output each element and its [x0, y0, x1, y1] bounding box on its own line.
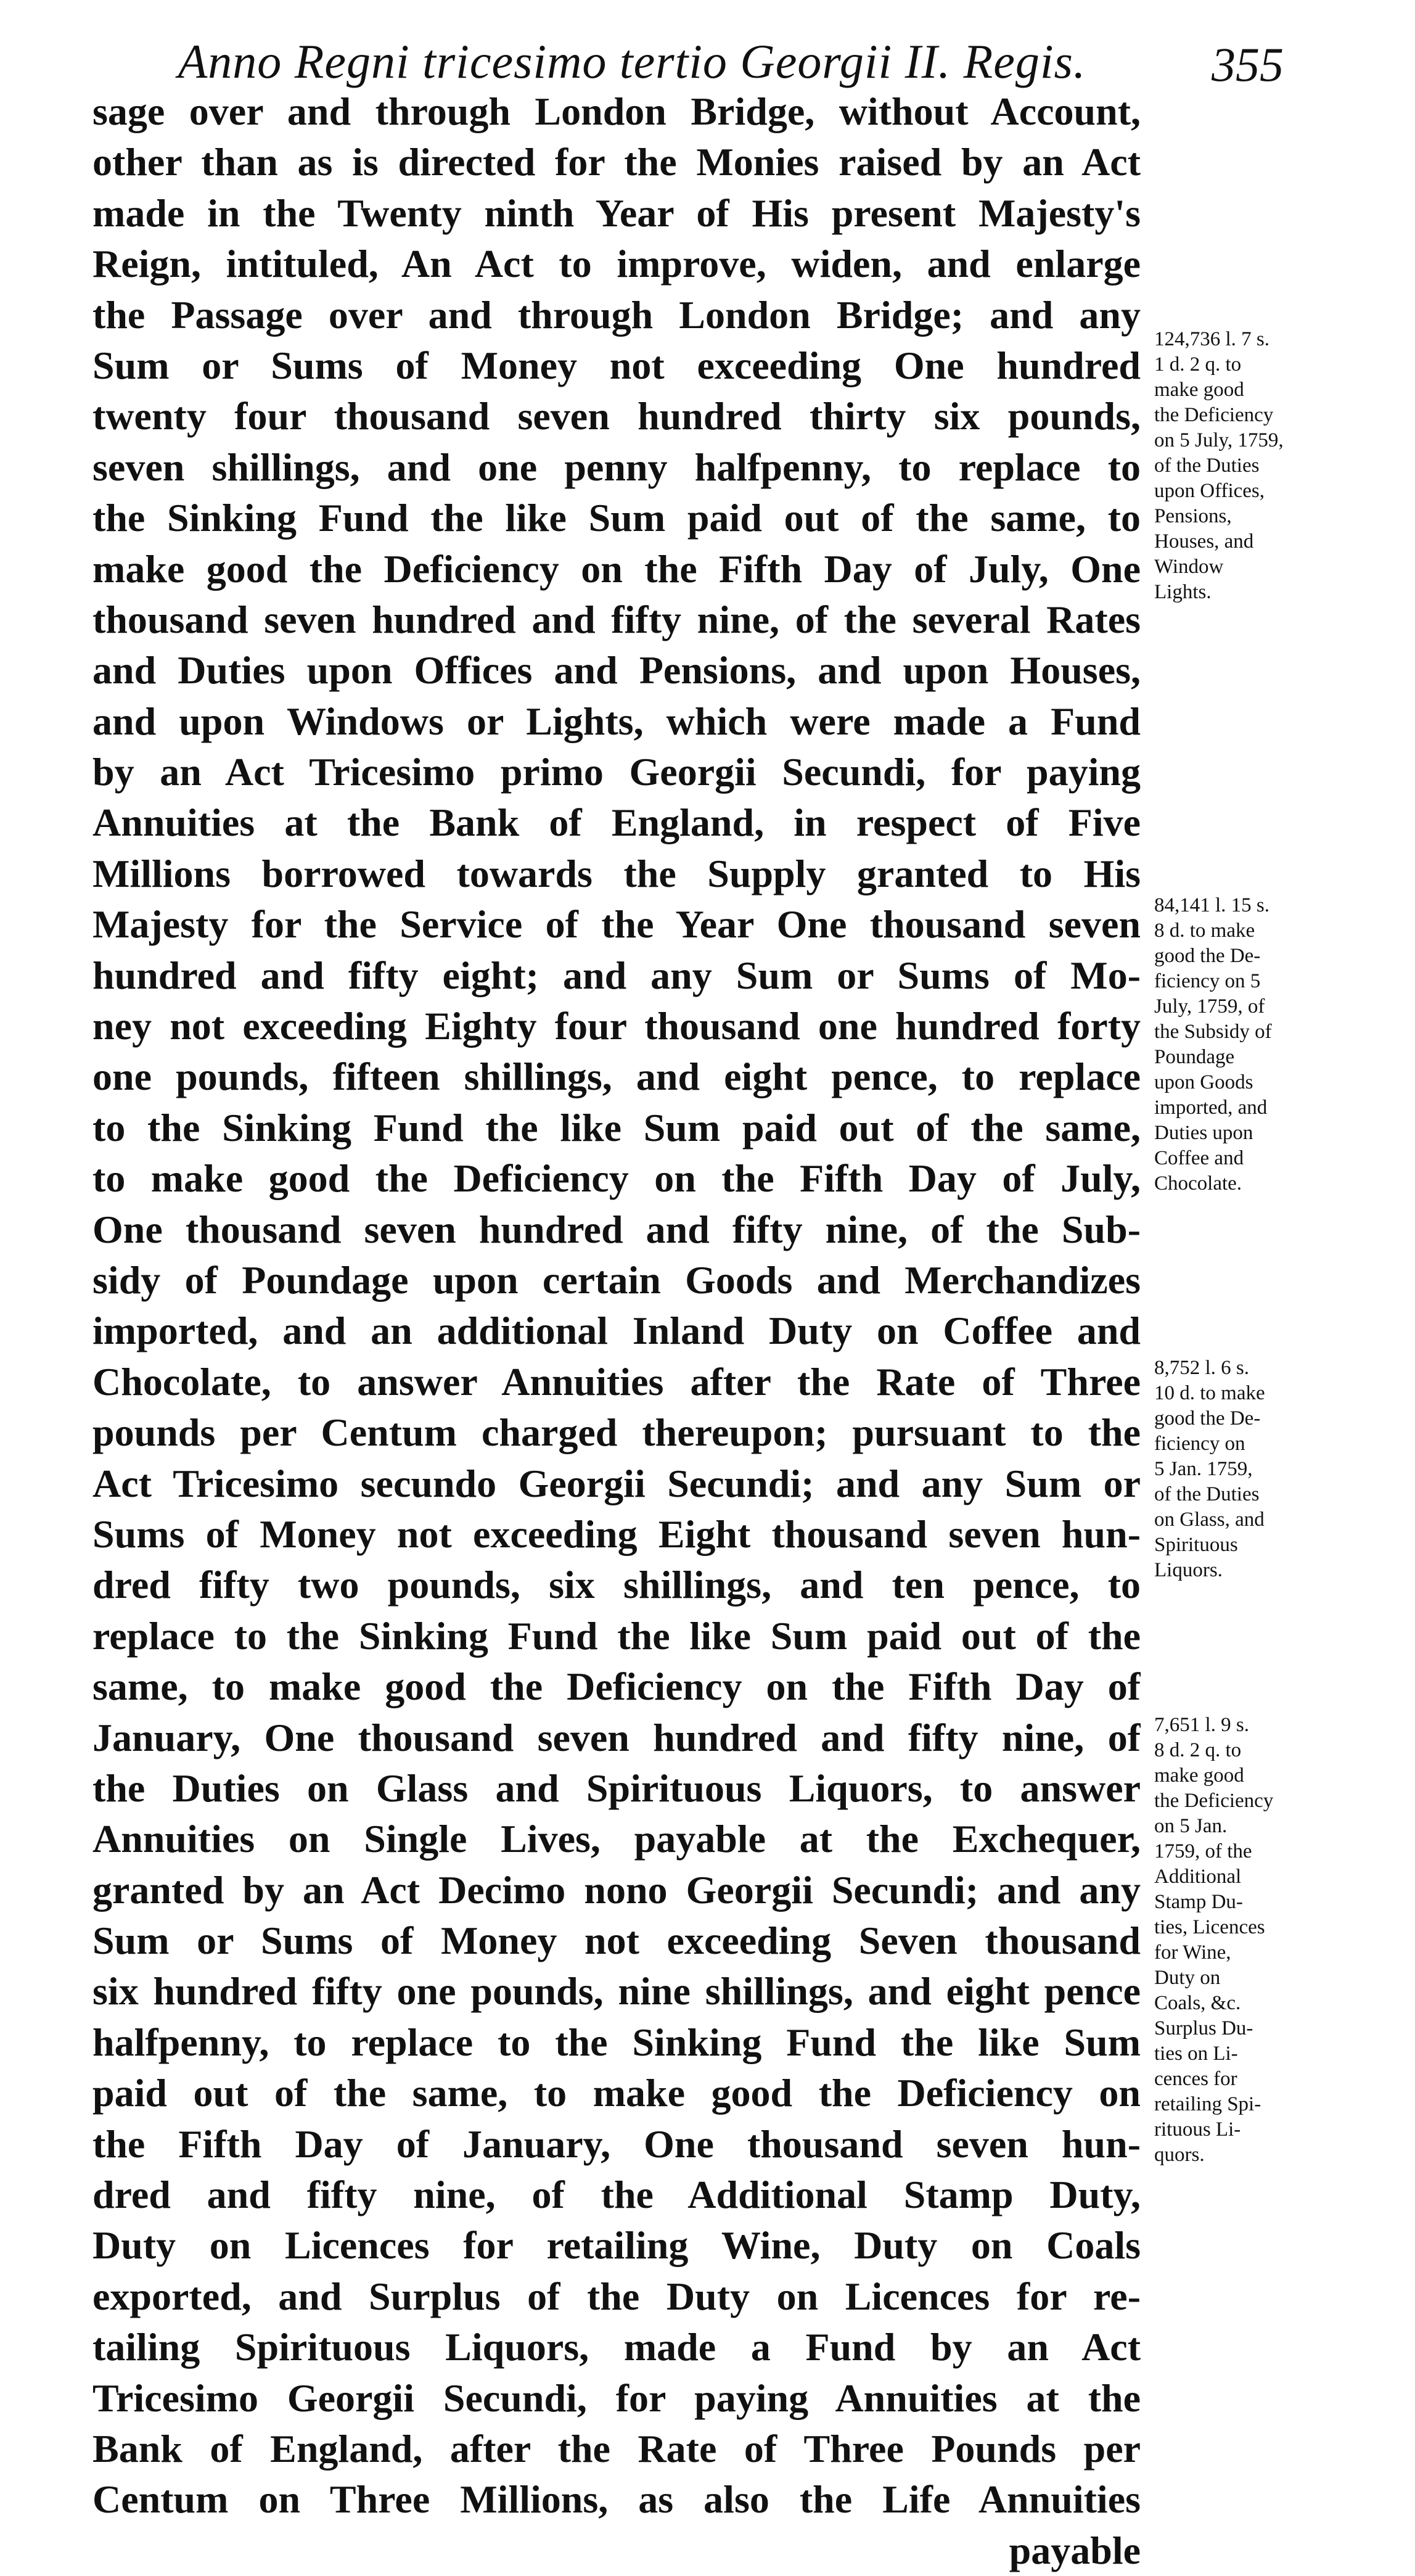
margin-note-line: of the Duties [1154, 455, 1260, 477]
body-line: imported, and an additional Inland Duty on Coffee and [92, 1309, 1141, 1353]
margin-note-line: Houses, and [1154, 530, 1254, 553]
body-line: make good the Deficiency on the Fifth Day of July, One [92, 546, 1141, 591]
margin-note-line: Spirituous [1154, 1534, 1238, 1556]
margin-note-line: for Wine, [1154, 1941, 1231, 1964]
body-line: payable [1009, 2528, 1141, 2572]
body-line: Act Tricesimo secundo Georgii Secundi; and any Sum or [92, 1461, 1141, 1505]
margin-note [1154, 893, 1339, 1196]
body-line: pounds per Centum charged thereupon; pursuant to the [92, 1410, 1141, 1455]
body-line: Majesty for the Service of the Year One thousand seven [92, 902, 1141, 947]
margin-note-line: Poundage [1154, 1046, 1235, 1068]
margin-note-line: the Deficiency [1154, 1790, 1274, 1812]
body-line: twenty four thousand seven hundred thirty six pounds, [92, 394, 1141, 438]
body-line: seven shillings, and one penny halfpenny, to replace to [92, 445, 1141, 489]
body-line: same, to make good the Deficiency on the Fifth Day of [92, 1665, 1141, 1709]
margin-note-line: Liquors. [1154, 1559, 1223, 1581]
margin-note-line: ties, Licences [1154, 1916, 1265, 1938]
body-line: dred and fifty nine, of the Additional Stamp Duty, [92, 2173, 1141, 2217]
margin-note-line: Coals, &c. [1154, 1992, 1241, 2014]
body-line: hundred and fifty eight; and any Sum or Sums of Mo- [92, 953, 1141, 997]
margin-note-line: on 5 Jan. [1154, 1815, 1228, 1837]
body-line: tailing Spirituous Liquors, made a Fund by an Act [92, 2325, 1141, 2369]
page-number: 355 [1212, 38, 1284, 91]
margin-note-line: cences for [1154, 2068, 1237, 2090]
margin-note-line: rituous Li- [1154, 2118, 1241, 2141]
body-line: dred fifty two pounds, six shillings, and ten pence, to [92, 1563, 1141, 1607]
margin-note-line: retailing Spi- [1154, 2093, 1261, 2115]
margin-note-line: on 5 July, 1759, [1154, 429, 1284, 451]
body-line: sidy of Poundage upon certain Goods and Merchandizes [92, 1257, 1141, 1302]
margin-note-line: 1 d. 2 q. to [1154, 353, 1242, 376]
body-line: replace to the Sinking Fund the like Sum paid out of the [92, 1613, 1141, 1658]
margin-note-line: quors. [1154, 2144, 1205, 2166]
margin-note-line: Coffee and [1154, 1147, 1244, 1169]
body-line: Sums of Money not exceeding Eight thousand seven hun- [92, 1512, 1141, 1556]
body-line: granted by an Act Decimo nono Georgii Secundi; and any [92, 1867, 1141, 1912]
margin-note-line: Lights. [1154, 581, 1212, 603]
body-line: exported, and Surplus of the Duty on Licences for re- [92, 2274, 1141, 2318]
margin-note-line: 8 d. to make [1154, 920, 1255, 942]
margin-note-line: ficiency on [1154, 1433, 1245, 1455]
body-line: Tricesimo Georgii Secundi, for paying Annuities at the [92, 2376, 1141, 2420]
margin-note [1154, 1713, 1339, 2168]
margin-note-line: make good [1154, 379, 1244, 401]
body-line: to make good the Deficiency on the Fifth Day of July, [92, 1156, 1141, 1201]
margin-note-line: 10 d. to make [1154, 1382, 1265, 1404]
body-line: Bank of England, after the Rate of Three Pounds per [92, 2426, 1141, 2471]
body-line: One thousand seven hundred and fifty nine, of the Sub- [92, 1207, 1141, 1251]
body-line: and Duties upon Offices and Pensions, and upon Houses, [92, 648, 1141, 693]
body-line: and upon Windows or Lights, which were made a Fund [92, 699, 1141, 743]
body-line: halfpenny, to replace to the Sinking Fund the like Sum [92, 2020, 1141, 2064]
margin-note-line: 8 d. 2 q. to [1154, 1739, 1242, 1761]
body-line: the Sinking Fund the like Sum paid out of the same, to [92, 496, 1141, 540]
running-head: Anno Regni tricesimo tertio Georgii II. Regis. [178, 35, 1086, 88]
body-line: Annuities on Single Lives, payable at the Exchequer, [92, 1817, 1141, 1861]
body-line: Centum on Three Millions, as also the Life Annuities [92, 2477, 1141, 2522]
margin-note-line: 84,141 l. 15 s. [1154, 894, 1270, 916]
body-line: Millions borrowed towards the Supply granted to His [92, 851, 1141, 895]
body-line: ney not exceeding Eighty four thousand one hundred forty [92, 1004, 1141, 1048]
margin-note-line: Duty on [1154, 1967, 1221, 1989]
margin-note-line: 7,651 l. 9 s. [1154, 1714, 1250, 1736]
margin-note-line: the Subsidy of [1154, 1021, 1272, 1043]
body-line: by an Act Tricesimo primo Georgii Secundi, for paying [92, 750, 1141, 794]
margin-note-line: 8,752 l. 6 s. [1154, 1357, 1250, 1379]
margin-note-line: ficiency on 5 [1154, 970, 1261, 992]
body-line: thousand seven hundred and fifty nine, of the several Rates [92, 597, 1141, 641]
margin-note-line: Additional [1154, 1866, 1242, 1888]
margin-note-line: Chocolate. [1154, 1172, 1242, 1195]
body-line: sage over and through London Bridge, without Account, [92, 89, 1141, 133]
body-line: six hundred fifty one pounds, nine shillings, and eight pence [92, 1969, 1141, 2014]
body-line: Annuities at the Bank of England, in respect of Five [92, 800, 1141, 845]
body-line: made in the Twenty ninth Year of His present Majesty's [92, 191, 1141, 235]
body-line: Chocolate, to answer Annuities after the Rate of Three [92, 1359, 1141, 1404]
body-line: to the Sinking Fund the like Sum paid out of the same, [92, 1105, 1141, 1150]
margin-note-line: make good [1154, 1764, 1244, 1787]
body-line: Reign, intituled, An Act to improve, widen, and enlarge [92, 242, 1141, 286]
margin-note-line: of the Duties [1154, 1483, 1260, 1505]
margin-note [1154, 1356, 1339, 1583]
body-line: paid out of the same, to make good the Deficiency on [92, 2071, 1141, 2115]
margin-note-line: the Deficiency [1154, 404, 1274, 426]
margin-note-line: ties on Li- [1154, 2043, 1238, 2065]
body-text [92, 86, 1141, 2576]
margin-note-line: good the De- [1154, 1407, 1261, 1430]
margin-note-line: on Glass, and [1154, 1508, 1265, 1531]
margin-note-line: Stamp Du- [1154, 1891, 1243, 1913]
margin-note-line: Duties upon [1154, 1122, 1253, 1144]
margin-note-line: Window [1154, 556, 1224, 578]
body-line: other than as is directed for the Monies raised by an Act [92, 140, 1141, 184]
margin-note-line: imported, and [1154, 1097, 1268, 1119]
margin-note-line: upon Offices, [1154, 480, 1265, 502]
margin-note-line: 5 Jan. 1759, [1154, 1458, 1253, 1480]
margin-note-line: upon Goods [1154, 1071, 1253, 1093]
margin-note-line: 1759, of the [1154, 1840, 1252, 1862]
body-line: Duty on Licences for retailing Wine, Duty on Coals [92, 2223, 1141, 2268]
body-line: the Duties on Glass and Spirituous Liquors, to answer [92, 1766, 1141, 1810]
body-line: Sum or Sums of Money not exceeding One hundred [92, 343, 1141, 387]
body-line: January, One thousand seven hundred and fifty nine, of [92, 1715, 1141, 1759]
body-line: the Passage over and through London Bridge; and any [92, 292, 1141, 337]
body-line: Sum or Sums of Money not exceeding Seven thousand [92, 1919, 1141, 1963]
margin-note-line: Pensions, [1154, 505, 1232, 527]
body-line: the Fifth Day of January, One thousand seven hun- [92, 2121, 1141, 2166]
margin-note [1154, 327, 1339, 605]
margin-note-line: Surplus Du- [1154, 2017, 1253, 2039]
body-line: one pounds, fifteen shillings, and eight pence, to replace [92, 1055, 1141, 1099]
margin-note-line: good the De- [1154, 945, 1261, 967]
margin-note-line: July, 1759, of [1154, 995, 1265, 1018]
margin-note-line: 124,736 l. 7 s. [1154, 328, 1270, 350]
